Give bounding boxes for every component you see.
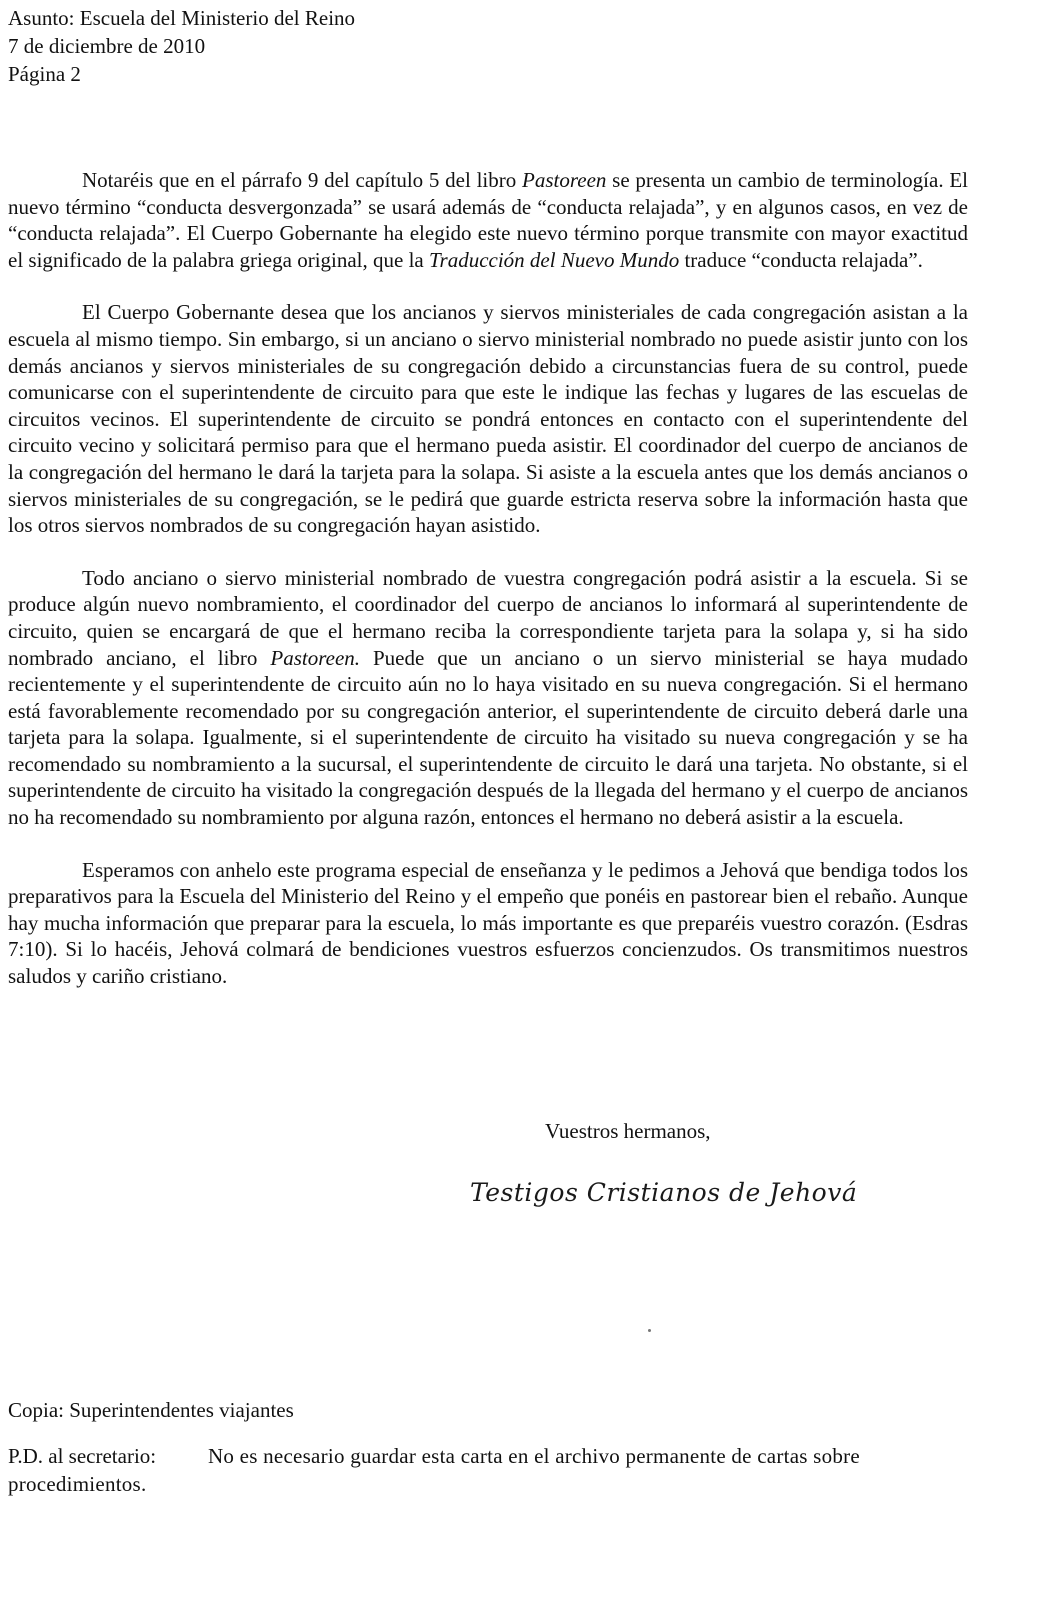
postscript: [8, 1442, 978, 1498]
paragraph-1-text-a: Notaréis que en el párrafo 9 del capítulo 5 del libro: [82, 168, 523, 192]
letter-body: [8, 167, 968, 1016]
page-number: Página 2: [8, 62, 81, 86]
paragraph-3-text-a: Todo anciano o siervo ministerial nombrado de vuestra congregación podrá asistir a la escuela. Si se produce algún nuevo nombramiento, el coordinador del cuerpo de ancianos lo informará al superintendente de circuito, quien se encargará de que el hermano reciba la correspondiente tarjeta para la solapa y, si ha sido nombrado anciano, el libro: [8, 565, 968, 670]
scan-speck: [648, 1329, 651, 1332]
book-title-pastoreen: Pastoreen: [522, 168, 607, 192]
copy-line: Copia: Superintendentes viajantes: [8, 1398, 294, 1422]
paragraph-1-text-e: traduce “conducta relajada”.: [679, 247, 923, 272]
postscript-label: P.D. al secretario:: [8, 1444, 157, 1468]
date-line: 7 de diciembre de 2010: [8, 34, 206, 58]
letter-header: [8, 4, 355, 88]
paragraph-closing-remarks: Esperamos con anhelo este programa especial de enseñanza y le pedimos a Jehová que bendiga todos los preparativos para la Escuela del Ministerio del Reino y el empeño que ponéis en pastorear bien el rebaño. Aunque hay mucha información que preparar para la escuela, lo más importante es que preparéis vuestro corazón. (Esdras 7:10). Si lo hacéis, Jehová colmará de bendiciones vuestros esfuerzos concienzudos. Os transmitimos nuestros saludos y cariño cristiano.: [8, 857, 968, 989]
closing-salutation: Vuestros hermanos,: [545, 1119, 711, 1143]
paragraph-3-text-c: Puede que un anciano o un siervo ministerial se haya mudado recientemente y el superintendente de circuito aún no lo haya visitado en su nueva congregación. Si el hermano está favorablemente recomendado por su congregación anterior, el superintendente de circuito deberá darle una tarjeta para la solapa. Igualmente, si el superintendente de circuito ha visitado su nueva congregación y se ha recomendado su nombramiento a la sucursal, el superintendente de circuito le dará una tarjeta. No obstante, si el superintendente de circuito ha visitado la congregación después de la llegada del hermano y el cuerpo de ancianos no ha recomendado su nombramiento por alguna razón, entonces el hermano no deberá asistir a la escuela.: [8, 645, 969, 830]
signature: Testigos Cristianos de Jehová: [470, 1178, 858, 1207]
paragraph-terminology: [8, 167, 968, 273]
paragraph-attendance: El Cuerpo Gobernante desea que los ancianos y siervos ministeriales de cada congregación asistan a la escuela al mismo tiempo. Sin embargo, si un anciano o siervo ministerial nombrado no puede asistir junto con los demás ancianos y siervos ministeriales de su congregación debido a circunstancias fuera de su control, puede comunicarse con el superintendente de circuito para que este le indique las fechas y lugares de las escuelas de circuitos vecinos. El superintendente de circuito se pondrá entonces en contacto con el superintendente del circuito vecino y solicitará permiso para que el hermano pueda asistir. El coordinador del cuerpo de ancianos de la congregación del hermano le dará la tarjeta para la solapa. Si asiste a la escuela antes que los demás ancianos o siervos ministeriales de su congregación, se le pedirá que guarde estricta reserva sobre la información hasta que los otros siervos nombrados de su congregación hayan asistido.: [8, 300, 968, 538]
postscript-text: No es necesario guardar esta carta en el archivo permanente de cartas sobre procedimientos.: [8, 1444, 860, 1496]
book-title-pastoreen-2: Pastoreen.: [270, 645, 361, 670]
paragraph-appointments: [8, 565, 968, 831]
bible-title: Traducción del Nuevo Mundo: [429, 247, 680, 272]
subject-line: Asunto: Escuela del Ministerio del Reino: [8, 6, 356, 30]
paragraph-1-text-c: se presenta un cambio de terminología. El nuevo término “conducta desvergonzada” se usará además de “conducta relajada”, y en algunos casos, en vez de “conducta relajada”. El Cuerpo Gobernante ha elegido este nuevo término porque transmite con mayor exactitud el significado de la palabra griega original, que la: [8, 168, 968, 272]
